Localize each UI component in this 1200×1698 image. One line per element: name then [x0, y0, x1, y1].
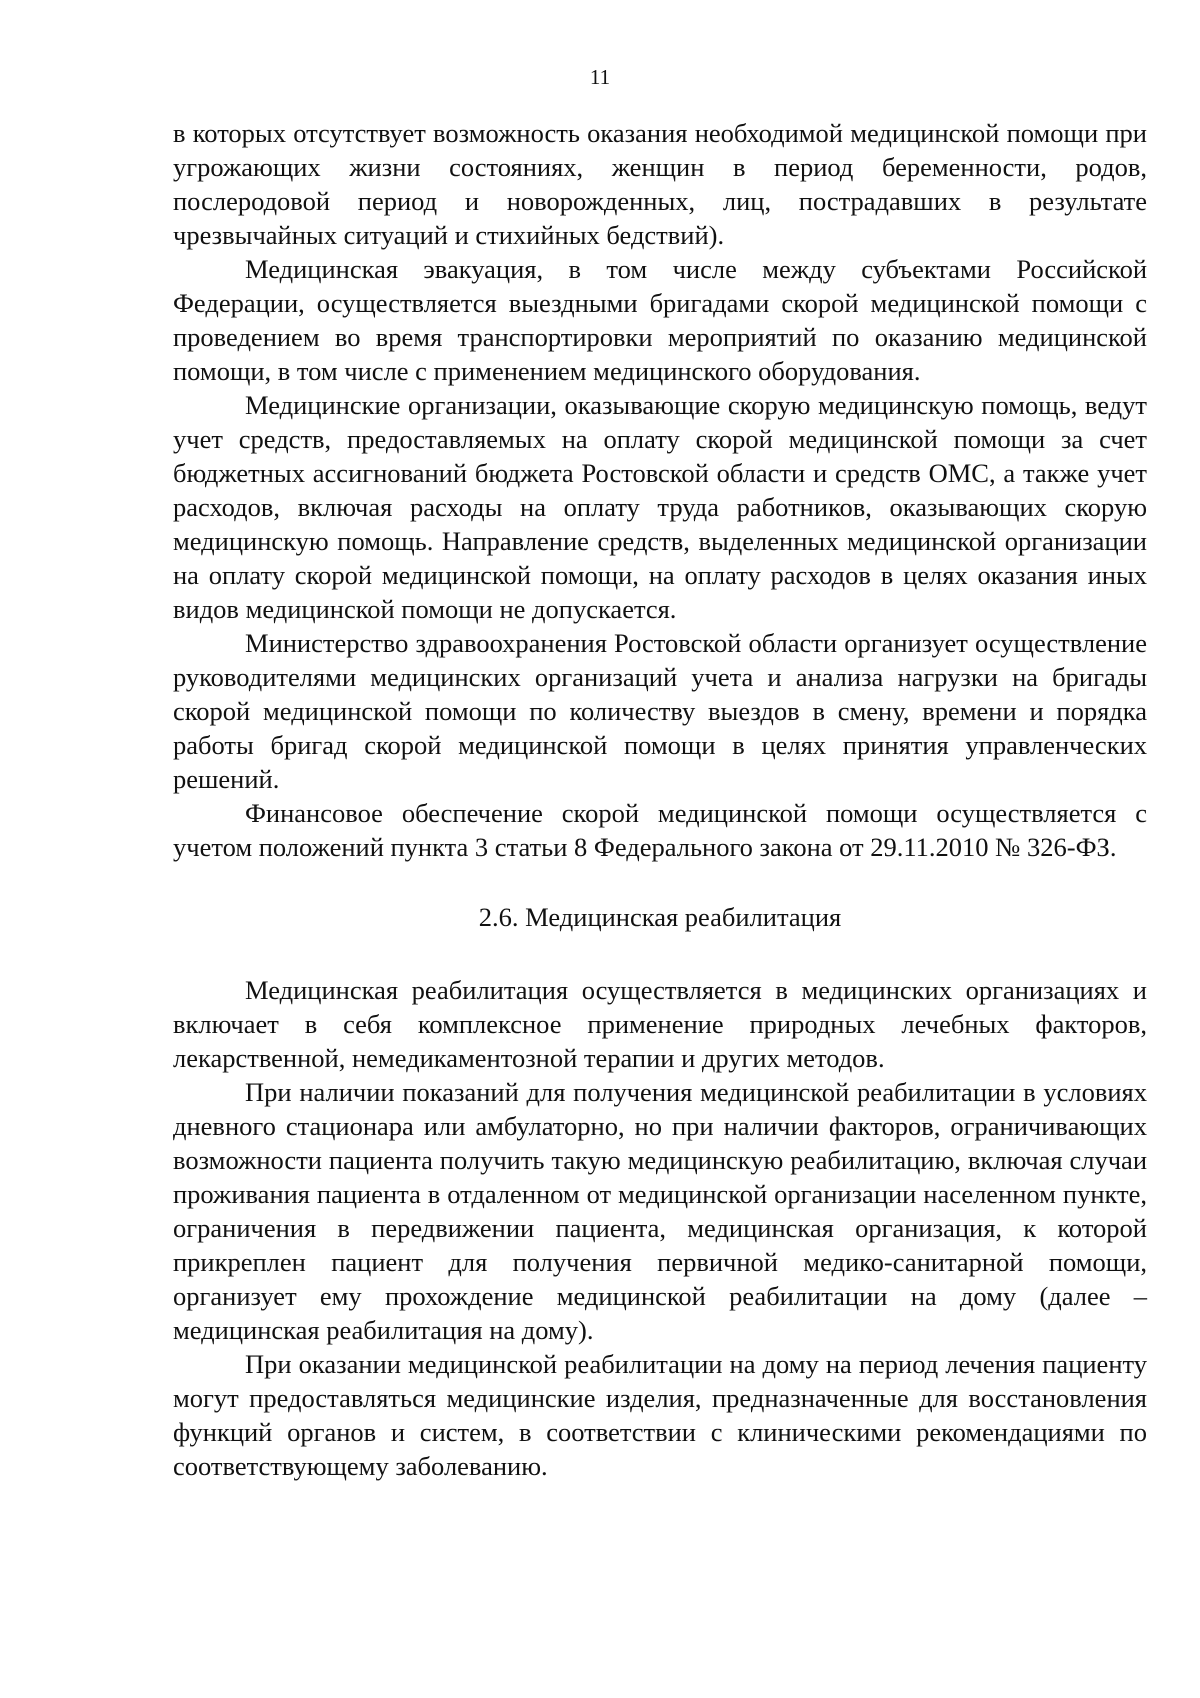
- paragraph-rehabilitation-definition: Медицинская реабилитация осуществляется в медицинских организациях и включает в себя комплексное применение природных лечебных факторов, лекарственной, немедикаментозной терапии и других методов.: [173, 975, 1147, 1073]
- paragraph-home-rehabilitation: При наличии показаний для получения медицинской реабилитации в условиях дневного стационара или амбулаторно, но при наличии факторов, ограничивающих возможности пациента получить такую медицинскую реабилитацию, включая случаи проживания пациента в отдаленном от медицинской организации населенном пункте, ограничения в передвижении пациента, медицинская организация, к которой прикреплен пациент для получения первичной медико-санитарной помощи, организует ему прохождение медицинской реабилитации на дому (далее – медицинская реабилитация на дому).: [173, 1077, 1147, 1345]
- paragraph-medical-evacuation: Медицинская эвакуация, в том числе между субъектами Российской Федерации, осуществляется выездными бригадами скорой медицинской помощи с проведением во время транспортировки мероприятий по оказанию медицинской помощи, в том числе с применением медицинского оборудования.: [173, 254, 1147, 386]
- page-number: 11: [589, 65, 611, 89]
- paragraph-emergency-funding-accounting: Медицинские организации, оказывающие скорую медицинскую помощь, ведут учет средств, предоставляемых на оплату скорой медицинской помощи за счет бюджетных ассигнований бюджета Ростовской области и средств ОМС, а также учет расходов, включая расходы на оплату труда работников, оказывающих скорую медицинскую помощь. Направление средств, выделенных медицинской организации на оплату скорой медицинской помощи, на оплату расходов в целях оказания иных видов медицинской помощи не допускается.: [173, 390, 1147, 624]
- paragraph-ministry-analysis: Министерство здравоохранения Ростовской области организует осуществление руководителями медицинских организаций учета и анализа нагрузки на бригады скорой медицинской помощи по количеству выездов в смену, времени и порядка работы бригад скорой медицинской помощи в целях принятия управленческих решений.: [173, 628, 1147, 794]
- paragraph-financial-provision: Финансовое обеспечение скорой медицинской помощи осуществляется с учетом положений пункта 3 статьи 8 Федерального закона от 29.11.2010 № 326-ФЗ.: [173, 798, 1147, 862]
- section-heading: 2.6. Медицинская реабилитация: [478, 902, 842, 932]
- paragraph-medical-devices: При оказании медицинской реабилитации на дому на период лечения пациенту могут предоставляться медицинские изделия, предназначенные для восстановления функций органов и систем, в соответствии с клиническими рекомендациями по соответствующему заболеванию.: [173, 1349, 1147, 1481]
- document-body: [173, 116, 1147, 1483]
- paragraph-evacuation-context: в которых отсутствует возможность оказания необходимой медицинской помощи при угрожающих жизни состояниях, женщин в период беременности, родов, послеродовой период и новорожденных, лиц, пострадавших в результате чрезвычайных ситуаций и стихийных бедствий).: [173, 118, 1147, 250]
